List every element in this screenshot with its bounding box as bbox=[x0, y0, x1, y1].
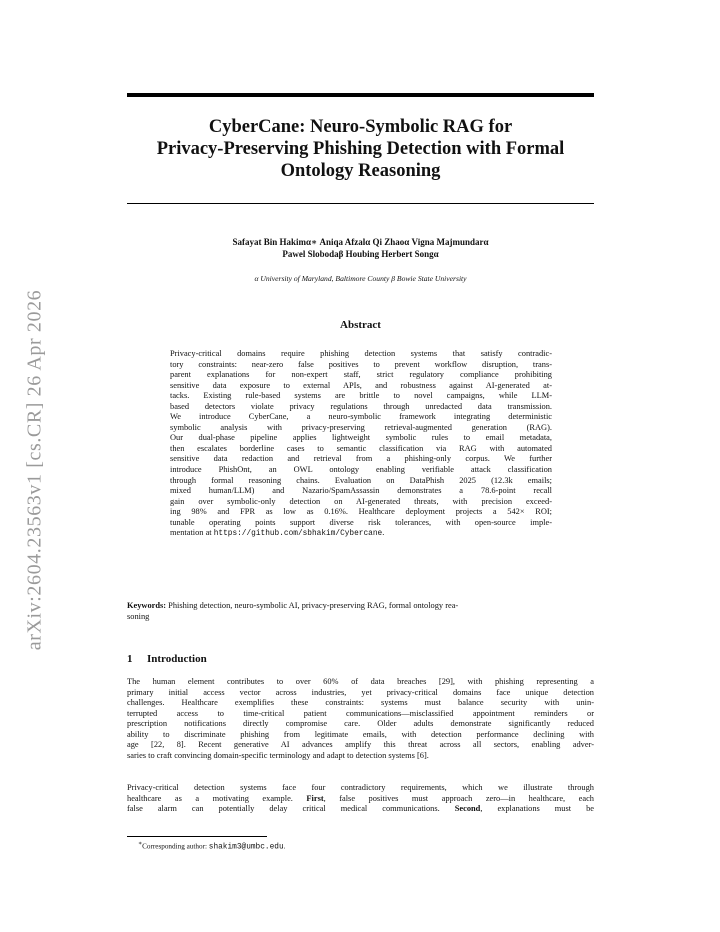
emphasis-second: Second bbox=[454, 804, 481, 814]
abstract-line: through formal reasoning chains. Evaluation on DataPhish 2025 (12.3k emails; bbox=[170, 475, 552, 485]
intro-paragraph-1 bbox=[127, 677, 594, 761]
section-number: 1 bbox=[127, 653, 133, 665]
paragraph-line: prescription notifications directly compromise care. Older adults demonstrate significantly reduced bbox=[127, 719, 594, 729]
abstract-line: Our dual-phase pipeline applies lightweight symbolic rules to email metadata, bbox=[170, 433, 552, 443]
abstract-last-prefix: mentation at bbox=[170, 528, 214, 538]
paragraph-line: terrupted access to time-critical patient communications—misclassified appointment reminders or bbox=[127, 708, 594, 718]
footnote bbox=[138, 840, 285, 851]
title-bottom-rule bbox=[127, 203, 594, 204]
abstract-last-line bbox=[170, 528, 552, 540]
section-title: Introduction bbox=[147, 653, 207, 665]
abstract-line: gain over symbolic-only detection on AI-generated threats, with precision exceed- bbox=[170, 496, 552, 506]
paragraph-line: saries to craft convincing domain-specific terminology and adapt to detection systems [6]. bbox=[127, 750, 429, 760]
author-line: Pawel Slobodaβ Houbing Herbert Songα bbox=[282, 249, 439, 259]
abstract-line: parent explanations for non-expert staff, strict regulatory compliance prohibiting bbox=[170, 370, 552, 380]
paragraph-line: challenges. Healthcare exemplifies these constraints: systems must balance security with unin- bbox=[127, 698, 594, 708]
footnote-rule bbox=[127, 836, 267, 837]
abstract-line: based detectors violate privacy regulations through unredacted data transmission. bbox=[170, 401, 552, 411]
title-line: Privacy-Preserving Phishing Detection with Formal bbox=[156, 139, 565, 159]
repository-link[interactable]: https://github.com/sbhakim/Cybercane bbox=[213, 530, 383, 539]
abstract-line: tunable operating points support diverse risk tolerances, with open-source imple- bbox=[170, 517, 552, 527]
abstract-line: symbolic analysis with privacy-preserving retrieval-augmented generation (RAG). bbox=[170, 422, 552, 432]
keywords-line bbox=[127, 601, 594, 612]
abstract-heading: Abstract bbox=[340, 319, 381, 331]
paragraph-line bbox=[127, 804, 594, 815]
abstract-line: tory constraints: near-zero false positives to prevent workflow disruption, trans- bbox=[170, 359, 552, 369]
title-top-rule bbox=[127, 93, 594, 97]
line-text: , false positives must approach zero—in healthcare, each bbox=[323, 793, 594, 803]
line-text: healthcare as a motivating example. bbox=[127, 793, 307, 803]
paragraph-line: primary initial access vector across industries, yet privacy-critical domains face unique detection bbox=[127, 687, 594, 697]
paper-title bbox=[127, 116, 594, 182]
title-line: Ontology Reasoning bbox=[280, 161, 441, 181]
paragraph-line: Privacy-critical detection systems face four contradictory requirements, which we illustrate through bbox=[127, 783, 594, 792]
abstract-line: ing 98% and FPR as low as 0.16%. Healthcare deployment projects a 542× ROI; bbox=[170, 507, 552, 517]
abstract-line: sensitive data exposure to external APIs, and robustness against AI-generated at- bbox=[170, 380, 552, 390]
paragraph-line: age [22, 8]. Recent generative AI advances amplify this threat across all sectors, enabling adver- bbox=[127, 740, 594, 750]
author-list bbox=[127, 236, 594, 260]
abstract-line: Privacy-critical domains require phishing detection systems that satisfy contradic- bbox=[170, 349, 552, 358]
abstract-line: mixed human/LLM) and Nazario/SpamAssassin demonstrates a 78.6-point recall bbox=[170, 486, 552, 496]
footnote-email[interactable]: shakim3@umbc.edu bbox=[208, 843, 284, 852]
footnote-text: Corresponding author: bbox=[142, 842, 209, 851]
keywords-line: soning bbox=[127, 611, 150, 621]
abstract-last-suffix: . bbox=[382, 528, 385, 538]
paragraph-line: The human element contributes to over 60% of data breaches [29], with phishing representing a bbox=[127, 677, 594, 686]
paragraph-line: ability to discriminate phishing from legitimate emails, with detection performance declining with bbox=[127, 729, 594, 739]
emphasis-first: First bbox=[306, 793, 324, 803]
abstract-body bbox=[170, 349, 552, 540]
line-text: , explanations must be bbox=[480, 804, 594, 814]
footnote-mark: ∗ bbox=[138, 841, 143, 847]
arxiv-side-stamp: arXiv:2604.23563v1 [cs.CR] 26 Apr 2026 bbox=[23, 289, 46, 651]
abstract-line: introduce PhishOnt, an OWL ontology enabling verifiable attack classification bbox=[170, 465, 552, 475]
intro-paragraph-2 bbox=[127, 783, 594, 815]
affiliations: α University of Maryland, Baltimore County β Bowie State University bbox=[254, 274, 467, 283]
abstract-line: then escalates borderline cases to semantic classification via RAG with automated bbox=[170, 443, 552, 453]
section-heading bbox=[127, 653, 594, 665]
keywords-text: Phishing detection, neuro-symbolic AI, privacy-preserving RAG, formal ontology rea- bbox=[166, 601, 459, 610]
abstract-line: tacks. Existing rule-based systems are brittle to novel campaigns, while LLM- bbox=[170, 391, 552, 401]
paragraph-line bbox=[127, 794, 594, 805]
line-text: false alarm can potentially delay critical medical communications. bbox=[127, 804, 455, 814]
title-line: CyberCane: Neuro-Symbolic RAG for bbox=[208, 117, 513, 137]
keywords-label: Keywords: bbox=[127, 601, 167, 610]
abstract-line: sensitive data redaction and retrieval from a phishing-only corpus. We further bbox=[170, 454, 552, 464]
footnote-end: . bbox=[283, 842, 286, 851]
author-line: Safayat Bin Hakimα∗ Aniqa Afzalα Qi Zhaoα Vigna Majmundarα bbox=[232, 237, 489, 247]
abstract-line: We introduce CyberCane, a neuro-symbolic framework integrating deterministic bbox=[170, 412, 552, 422]
keywords bbox=[127, 601, 594, 622]
